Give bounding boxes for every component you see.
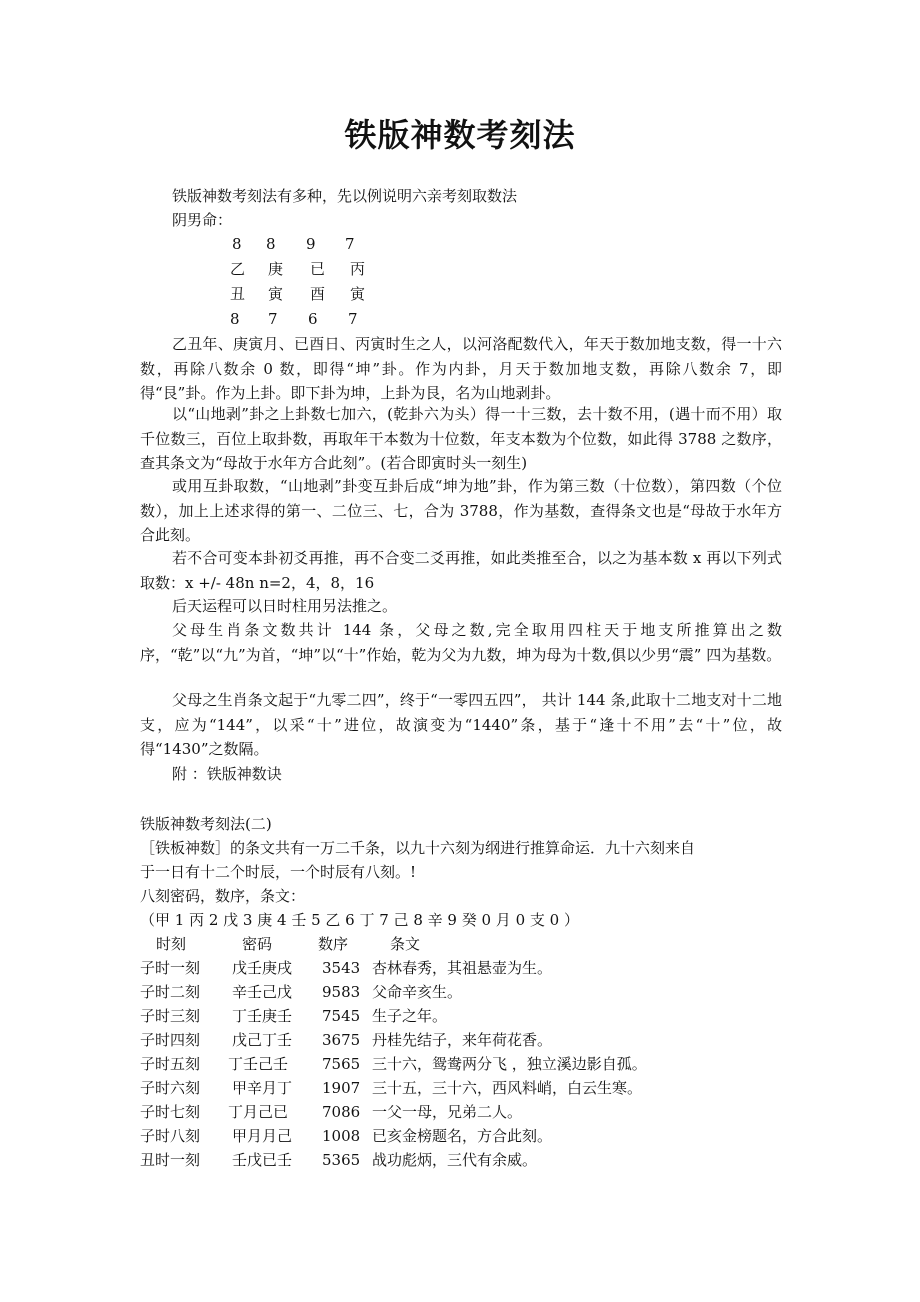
table-cell: 3675 xyxy=(322,1031,361,1049)
chart-row-4 xyxy=(0,307,920,331)
table-cell: 已亥金榜题名，方合此刻。 xyxy=(372,1127,553,1145)
chart-cell: 6 xyxy=(308,310,318,328)
chart-cell: 乙 xyxy=(230,260,246,278)
paragraph: 父母之生肖条文起于“九零二四”，终于“一零四五四”， 共计 144 条,此取十二地支对十二地支，应为“144”，以采“十”进位，故演变为“1440”条，基于“逢十不用”去“十”位，故得“1430”之数隔。 xyxy=(140,691,782,759)
table-cell: 子时一刻 xyxy=(140,959,201,977)
chart-row-2 xyxy=(0,257,920,281)
table-cell: 子时八刻 xyxy=(140,1127,201,1145)
column-header: 密码 xyxy=(242,935,273,953)
table-cell: 3543 xyxy=(322,959,361,977)
paragraph: 以“山地剥”卦之上卦数七加六，(乾卦六为头）得一十三数，去十数不用，(遇十而不用）取千位数三，百位上取卦数，再取年干本数为十位数，年支本数为个位数，如此得 3788 之数序，查其条文为“母故于水年方合此刻”。(若合即寅时头一刻生) xyxy=(140,405,782,473)
chart-cell: 丑 xyxy=(230,285,246,303)
paragraph: 乙丑年、庚寅月、已酉日、丙寅时生之人，以河洛配数代入，年天于数加地支数，得一十六数，再除八数余 0 数，即得“坤”卦。作为内卦，月天于数加地支数，再除八数余 7，即得“艮”卦。作为上卦。即下卦为坤，上卦为艮，名为山地剥卦。 xyxy=(140,335,782,403)
table-row xyxy=(0,980,920,1004)
paragraph: 父母生肖条文数共计 144 条，父母之数,完全取用四柱天于地支所推算出之数序，“乾”以“九”为首，“坤”以“十”作始，乾为父为九数，坤为母为十数,俱以少男“震” 四为基数。 xyxy=(140,621,782,664)
section2-text: ［铁板神数］的条文共有一万二千条，以九十六刻为纲进行推算命运．九十六刻来自 xyxy=(140,839,696,857)
table-cell: 丁月己已 xyxy=(228,1103,289,1121)
table-row xyxy=(0,1004,920,1028)
table-cell: 7086 xyxy=(322,1103,361,1121)
table-cell: 壬戊已壬 xyxy=(232,1151,293,1169)
chart-cell: 酉 xyxy=(310,285,326,303)
chart-cell: 寅 xyxy=(268,285,284,303)
chart-cell: 寅 xyxy=(350,285,366,303)
table-cell: 甲月月己 xyxy=(232,1127,293,1145)
table-cell: 1008 xyxy=(322,1127,361,1145)
chart-cell: 7 xyxy=(345,235,355,253)
section2-text: 于一日有十二个时辰，一个时辰有八刻。! xyxy=(140,863,417,881)
table-cell: 子时七刻 xyxy=(140,1103,201,1121)
table-cell: 子时五刻 xyxy=(140,1055,201,1073)
chart-cell: 丙 xyxy=(350,260,366,278)
table-cell: 9583 xyxy=(322,983,361,1001)
page-title: 铁版神数考刻法 xyxy=(344,116,576,154)
chart-cell: 已 xyxy=(310,260,326,278)
table-cell: 生子之年。 xyxy=(372,1007,448,1025)
table-cell: 子时二刻 xyxy=(140,983,201,1001)
table-cell: 子时四刻 xyxy=(140,1031,201,1049)
table-cell: 三十五，三十六，西风料峭，白云生寒。 xyxy=(372,1079,643,1097)
table-cell: 丹桂先结子，来年荷花香。 xyxy=(372,1031,553,1049)
chart-cell: 9 xyxy=(306,235,316,253)
table-header xyxy=(0,932,920,956)
table-cell: 子时六刻 xyxy=(140,1079,201,1097)
table-row xyxy=(0,1100,920,1124)
table-cell: 丑时一刻 xyxy=(140,1151,201,1169)
paragraph: 后天运程可以日时柱用另法推之。 xyxy=(172,597,398,615)
table-row xyxy=(0,1148,920,1172)
intro-line: 铁版神数考刻法有多种，先以例说明六亲考刻取数法 xyxy=(172,187,518,205)
table-cell: 父命辛亥生。 xyxy=(372,983,463,1001)
table-cell: 辛壬己戊 xyxy=(232,983,293,1001)
column-header: 数序 xyxy=(318,935,349,953)
table-cell: 戊壬庚戌 xyxy=(232,959,293,977)
column-header: 条文 xyxy=(390,935,421,953)
chart-cell: 8 xyxy=(230,310,240,328)
table-cell: 7545 xyxy=(322,1007,361,1025)
table-row xyxy=(0,1076,920,1100)
chart-cell: 7 xyxy=(348,310,358,328)
paragraph: 若不合可变本卦初爻再推，再不合变二爻再推，如此类推至合，以之为基本数 x 再以下列式取数：x +/- 48n n=2，4，8，16 xyxy=(140,549,782,592)
table-row xyxy=(0,1052,920,1076)
chart-cell: 8 xyxy=(266,235,276,253)
section2-title: 铁版神数考刻法(二) xyxy=(140,815,272,833)
appendix-line: 附 ：铁版神数诀 xyxy=(172,765,282,783)
table-cell: 甲辛月丁 xyxy=(232,1079,293,1097)
table-cell: 7565 xyxy=(322,1055,361,1073)
table-cell: 戊己丁壬 xyxy=(232,1031,293,1049)
table-cell: 丁壬庚壬 xyxy=(232,1007,293,1025)
table-row xyxy=(0,956,920,980)
table-cell: 战功彪炳，三代有余威。 xyxy=(372,1151,538,1169)
chart-row-1 xyxy=(0,232,920,256)
table-cell: 5365 xyxy=(322,1151,361,1169)
paragraph: 或用互卦取数，“山地剥”卦变互卦后成“坤为地”卦，作为第三数（十位数），第四数（个位数），加上上述求得的第一、二位三、七，合为 3788，作为基数，查得条文也是“母故于水年方合此刻。 xyxy=(140,477,782,545)
column-header: 时刻 xyxy=(156,935,187,953)
section2-text: 八刻密码，数序，条文： xyxy=(140,887,306,905)
table-cell: 三十六，鸳鸯两分飞 ，独立溪边影自孤。 xyxy=(372,1055,647,1073)
table-row xyxy=(0,1028,920,1052)
code-key: （甲 1 丙 2 戊 3 庚 4 壬 5 乙 6 丁 7 己 8 辛 9 癸 0 月 0 支 0 ） xyxy=(140,911,579,929)
table-cell: 杏林春秀，其祖悬壶为生。 xyxy=(372,959,553,977)
chart-row-3 xyxy=(0,282,920,306)
table-cell: 子时三刻 xyxy=(140,1007,201,1025)
chart-cell: 7 xyxy=(268,310,278,328)
table-cell: 丁壬己壬 xyxy=(228,1055,289,1073)
chart-cell: 8 xyxy=(232,235,242,253)
chart-cell: 庚 xyxy=(268,260,284,278)
table-cell: 1907 xyxy=(322,1079,361,1097)
table-cell: 一父一母，兄弟二人。 xyxy=(372,1103,523,1121)
table-row xyxy=(0,1124,920,1148)
gender-label: 阴男命： xyxy=(172,211,233,229)
